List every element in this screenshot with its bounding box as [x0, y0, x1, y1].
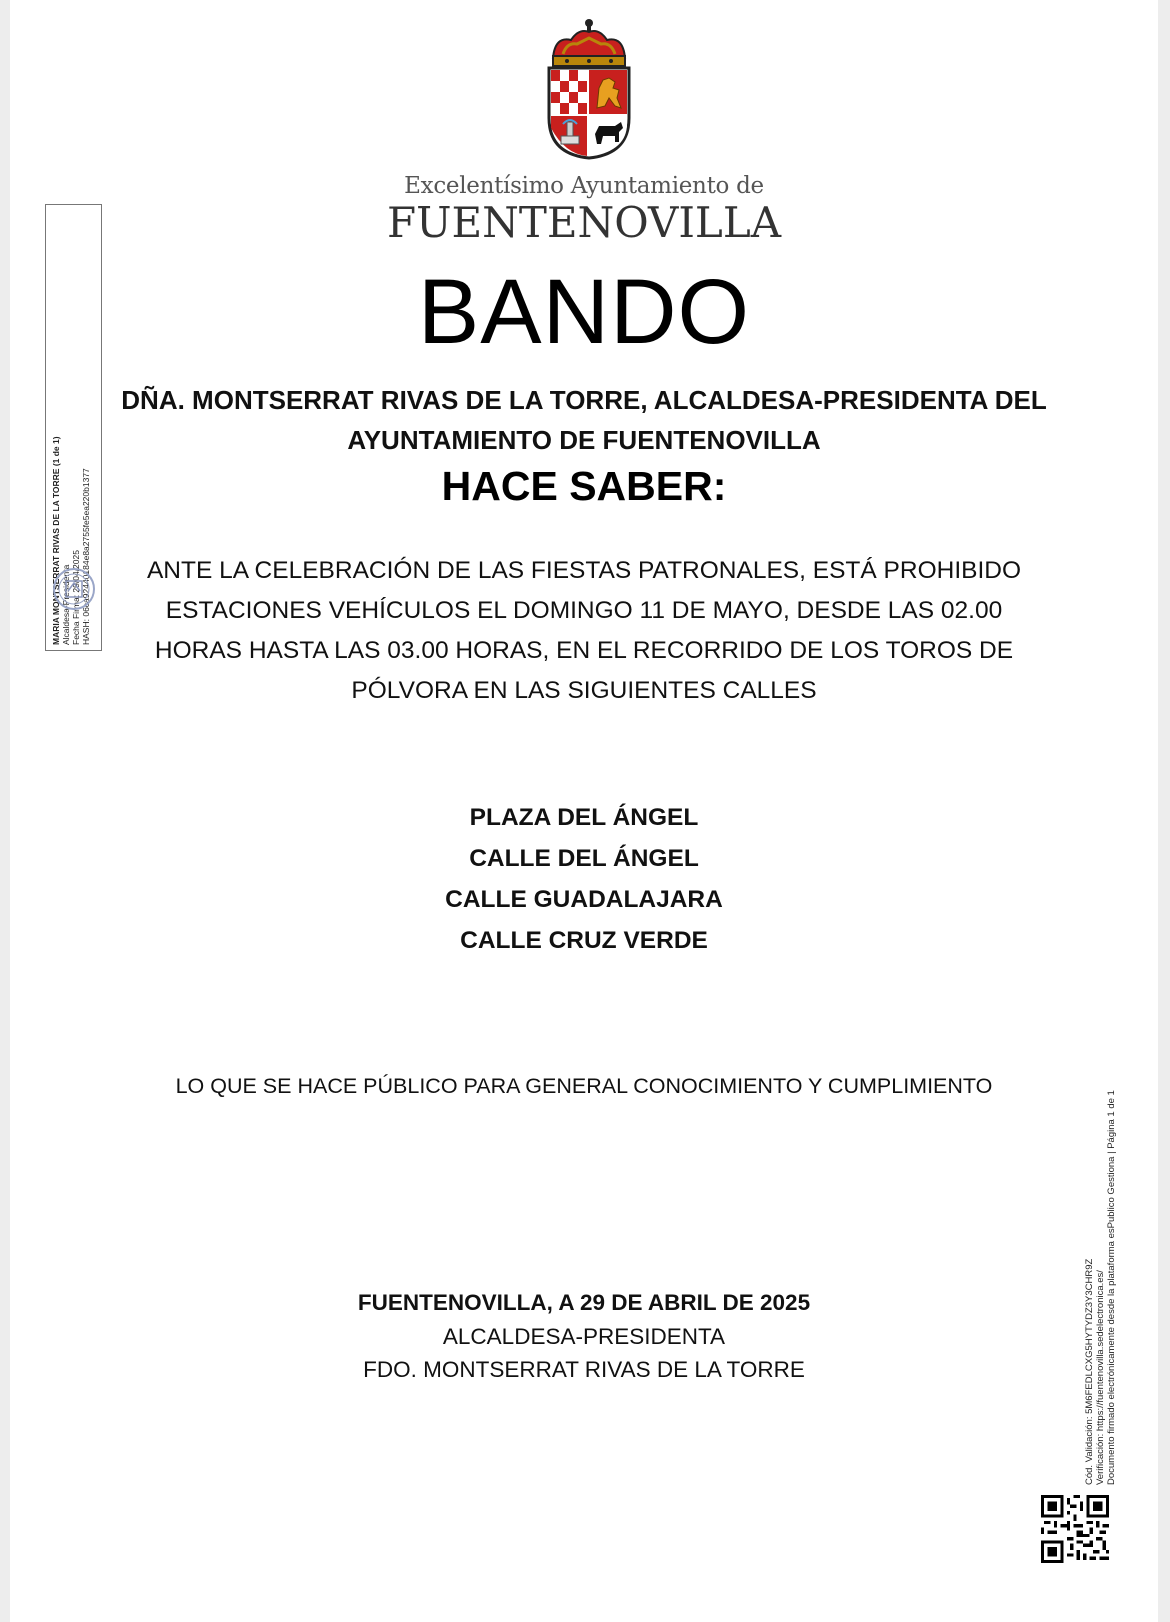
place-date: FUENTENOVILLA, A 29 DE ABRIL DE 2025	[357, 1290, 811, 1315]
issuer	[10, 380, 1158, 460]
street-item: CALLE CRUZ VERDE	[460, 927, 708, 954]
signer-role: Alcaldesa-Presidenta	[61, 564, 71, 645]
body-line: ESTACIONES VEHÍCULOS EL DOMINGO 11 DE MAYO, DESDE LAS 02.00	[165, 597, 1003, 624]
street-list	[10, 797, 1158, 961]
body-line: HORAS HASTA LAS 03.00 HORAS, EN EL RECORRIDO DE LOS TOROS DE	[154, 637, 1014, 664]
closing-statement: LO QUE SE HACE PÚBLICO PARA GENERAL CONOCIMIENTO Y CUMPLIMIENTO	[175, 1074, 993, 1098]
municipality-line-1: Excelentísimo Ayuntamiento de	[404, 173, 764, 199]
platform-note: Documento firmado electrónicamente desde la plataforma esPublico Gestiona | Página 1 de 1	[1106, 1090, 1117, 1485]
street-item: CALLE DEL ÁNGEL	[469, 845, 699, 872]
digital-signature-box	[45, 204, 102, 651]
street-item: CALLE GUADALAJARA	[445, 886, 723, 913]
signatory-name: FDO. MONTSERRAT RIVAS DE LA TORRE	[363, 1357, 805, 1382]
seal-icon	[52, 567, 96, 611]
signatory-role: ALCALDESA-PRESIDENTA	[442, 1324, 726, 1349]
street-item: PLAZA DEL ÁNGEL	[469, 804, 699, 831]
document-title: BANDO	[417, 261, 751, 363]
verification-url: Verificación: https://fuentenovilla.sedelectronica.es/	[1095, 1270, 1106, 1485]
announcement-heading: HACE SABER:	[441, 463, 727, 509]
signature-date: Fecha Firma: 29/04/2025	[71, 550, 81, 645]
municipality-name: FUENTENOVILLA	[386, 198, 782, 247]
issuer-line: AYUNTAMIENTO DE FUENTENOVILLA	[347, 425, 821, 455]
body-line: PÓLVORA EN LAS SIGUIENTES CALLES	[351, 677, 817, 704]
validation-text	[1084, 995, 1117, 1485]
validation-code: Cód. Validación: 5M6FEDLCXG5HYTYDZ3Y3CHR9Z	[1084, 1258, 1095, 1485]
qr-code-icon	[1041, 1495, 1109, 1563]
body-paragraph	[10, 551, 1158, 711]
coat-of-arms-icon	[543, 18, 635, 160]
signer-name: MARIA MONTSERRAT RIVAS DE LA TORRE (1 de 1)	[51, 436, 61, 645]
body-line: ANTE LA CELEBRACIÓN DE LAS FIESTAS PATRONALES, ESTÁ PROHIBIDO	[146, 557, 1022, 584]
signature-hash: HASH: 06ca92440184e8a2755fe5ea220b1377	[81, 468, 91, 645]
document-page	[10, 0, 1158, 1622]
issuer-line: DÑA. MONTSERRAT RIVAS DE LA TORRE, ALCALDESA-PRESIDENTA DEL	[121, 385, 1047, 415]
